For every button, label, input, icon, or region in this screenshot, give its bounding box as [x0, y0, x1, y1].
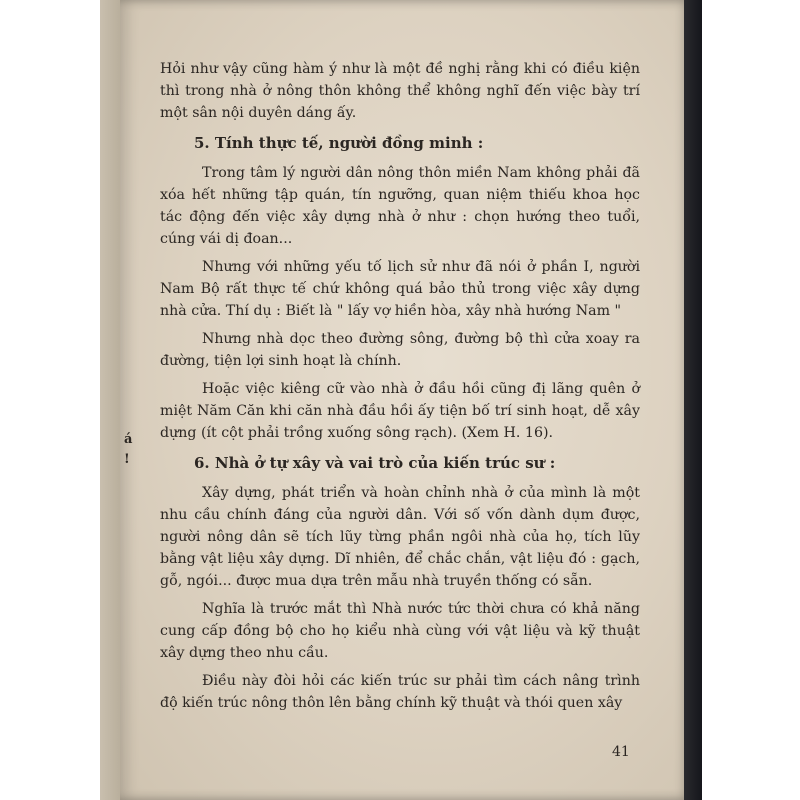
- section-5-paragraph-4: Hoặc việc kiêng cữ vào nhà ở đầu hồi cũng đị lãng quên ở miệt Năm Căn khi căn nhà đầu hồi ấy tiện bố trí sinh hoạt, dễ xây dựng (ít cột phải trồng xuống sông rạch). (Xem H. 16).: [160, 381, 640, 441]
- section-5-paragraph-1: Trong tâm lý người dân nông thôn miền Nam không phải đã xóa hết những tập quán, tín ngưỡng, quan niệm thiếu khoa học tác động đến việc xây dựng nhà ở như : chọn hướng theo tuổi, cúng vái dị đoan...: [160, 165, 640, 247]
- section-5-paragraph-2: Nhưng với những yếu tố lịch sử như đã nói ở phần I, người Nam Bộ rất thực tế chứ không quá bảo thủ trong việc xây dựng nhà cửa. Thí dụ : Biết là " lấy vợ hiền hòa, xây nhà hướng Nam ": [160, 259, 640, 319]
- section-6-heading: 6. Nhà ở tự xây và vai trò của kiến trúc sư :: [194, 454, 556, 472]
- page-number: 41: [612, 744, 630, 760]
- paragraph-intro: Hỏi như vậy cũng hàm ý như là một đề nghị rằng khi có điều kiện thì trong nhà ở nông thôn không thể không nghĩ đến việc bày trí một sân nội duyên dáng ấy.: [160, 61, 640, 121]
- section-6-paragraph-1: Xây dựng, phát triển và hoàn chỉnh nhà ở của mình là một nhu cầu chính đáng của người dân. Với số vốn dành dụm được, người nông dân sẽ tích lũy từng phần ngôi nhà của họ, tích lũy bằng vật liệu xây dựng. Dĩ nhiên, để chắc chắn, vật liệu đó : gạch, gỗ, ngói... được mua dựa trên mẫu nhà truyền thống có sẵn.: [160, 485, 640, 589]
- section-5-paragraph-3: Nhưng nhà dọc theo đường sông, đường bộ thì cửa xoay ra đường, tiện lợi sinh hoạt là chính.: [160, 331, 640, 369]
- margin-mark-1: á: [124, 432, 133, 447]
- section-5-heading: 5. Tính thực tế, người đồng minh :: [194, 134, 484, 152]
- page-text: [160, 58, 640, 714]
- dark-background-edge: [684, 0, 702, 800]
- margin-mark-2: !: [124, 452, 130, 467]
- section-6-paragraph-2: Nghĩa là trước mắt thì Nhà nước tức thời chưa có khả năng cung cấp đồng bộ cho họ kiểu nhà cùng với vật liệu và kỹ thuật xây dựng theo nhu cầu.: [160, 601, 640, 661]
- section-6-paragraph-3: Điều này đòi hỏi các kiến trúc sư phải tìm cách nâng trình độ kiến trúc nông thôn lên bằng chính kỹ thuật và thói quen xây: [160, 673, 640, 711]
